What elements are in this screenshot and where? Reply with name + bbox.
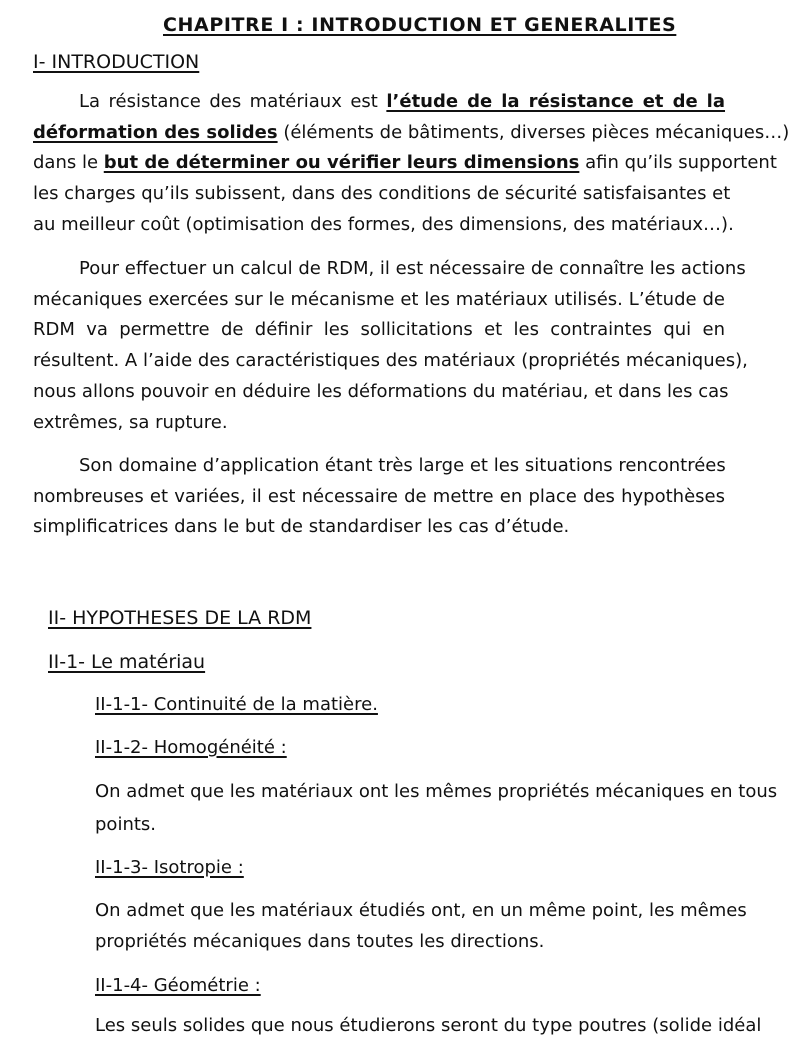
paragraph-line: On admet que les matériaux étudiés ont, en un même point, les mêmes — [95, 900, 747, 921]
item-heading-geometrie: II-1-4- Géométrie : — [95, 975, 261, 996]
item-heading-homogeneite: II-1-2- Homogénéité : — [95, 737, 287, 758]
paragraph-line: points. — [95, 814, 157, 835]
item-heading-continuite: II-1-1- Continuité de la matière. — [95, 694, 378, 715]
paragraph-line: dans le but de déterminer ou vérifier leurs dimensions afin qu’ils supportent — [33, 152, 777, 173]
paragraph-line: nombreuses et variées, il est nécessaire de mettre en place des hypothèses — [33, 486, 725, 507]
paragraph-line: RDM va permettre de définir les sollicitations et les contraintes qui en — [33, 319, 725, 340]
paragraph-line: La résistance des matériaux est l’étude de la résistance et de la — [79, 91, 726, 112]
paragraph-line: mécaniques exercées sur le mécanisme et les matériaux utilisés. L’étude de — [33, 289, 725, 310]
paragraph-line: au meilleur coût (optimisation des formes, des dimensions, des matériaux…). — [33, 214, 734, 235]
paragraph-line: résultent. A l’aide des caractéristiques des matériaux (propriétés mécaniques), — [33, 350, 748, 371]
paragraph-line: propriétés mécaniques dans toutes les directions. — [95, 931, 545, 952]
paragraph-line: On admet que les matériaux ont les mêmes propriétés mécaniques en tous — [95, 781, 778, 802]
paragraph-line: déformation des solides (éléments de bâtiments, diverses pièces mécaniques…) — [33, 122, 789, 143]
paragraph-line: Son domaine d’application étant très large et les situations rencontrées — [79, 455, 726, 476]
chapter-title: CHAPITRE I : INTRODUCTION ET GENERALITES — [163, 14, 677, 36]
paragraph-line: simplificatrices dans le but de standardiser les cas d’étude. — [33, 516, 570, 537]
section-heading-introduction: I- INTRODUCTION — [33, 51, 200, 73]
item-heading-isotropie: II-1-3- Isotropie : — [95, 857, 244, 878]
section-heading-hypotheses: II- HYPOTHESES DE LA RDM — [48, 607, 312, 629]
paragraph-line: les charges qu’ils subissent, dans des conditions de sécurité satisfaisantes et — [33, 183, 731, 204]
emphasis-phrase: but de déterminer ou vérifier leurs dimensions — [103, 152, 580, 173]
paragraph-line: nous allons pouvoir en déduire les déformations du matériau, et dans les cas — [33, 381, 729, 402]
paragraph-line-cut-off: Les seuls solides que nous étudierons seront du type poutres (solide idéal — [95, 1015, 762, 1036]
subsection-heading-materiau: II-1- Le matériau — [48, 651, 206, 673]
paragraph-line: Pour effectuer un calcul de RDM, il est nécessaire de connaître les actions — [79, 258, 746, 279]
emphasis-phrase: déformation des solides — [33, 122, 278, 143]
paragraph-line: extrêmes, sa rupture. — [33, 412, 228, 433]
emphasis-phrase: l’étude de la résistance et de la — [386, 91, 726, 112]
